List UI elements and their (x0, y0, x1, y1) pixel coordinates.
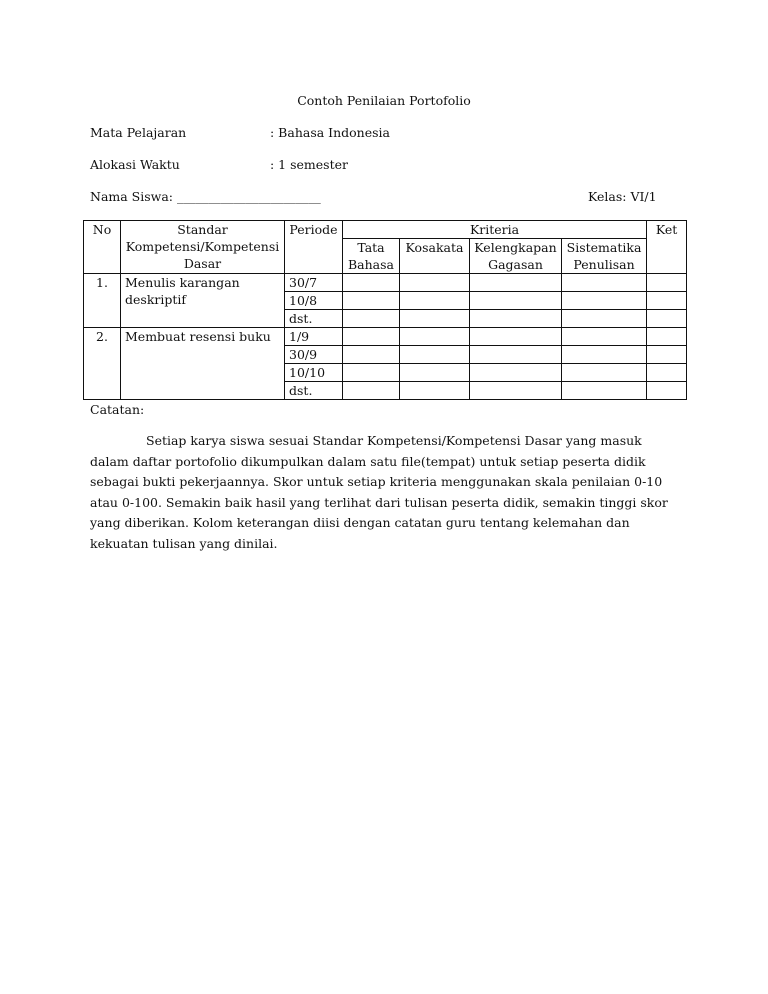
student-name-label: Nama Siswa: _______________________ (90, 189, 321, 204)
notes-cell[interactable] (647, 346, 687, 364)
row-period: 10/10 (285, 364, 343, 382)
row-number: 1. (84, 274, 121, 328)
header-completeness-line2: Gagasan (488, 257, 543, 272)
row-period: 30/9 (285, 346, 343, 364)
header-sk-line2: Kompetensi/Kompetensi (125, 239, 280, 254)
score-cell[interactable] (343, 364, 400, 382)
score-cell[interactable] (400, 292, 470, 310)
notes-cell[interactable] (647, 328, 687, 346)
header-sk-line1: Standar (177, 222, 228, 237)
notes-cell[interactable] (647, 274, 687, 292)
score-cell[interactable] (400, 274, 470, 292)
score-cell[interactable] (400, 346, 470, 364)
table-row (84, 274, 687, 292)
header-systematics-line1: Sistematika (566, 240, 642, 255)
score-cell[interactable] (470, 310, 562, 328)
row-period: dst. (285, 382, 343, 400)
header-completeness (470, 239, 562, 274)
score-cell[interactable] (343, 292, 400, 310)
paragraph-text: Setiap karya siswa sesuai Standar Kompetensi/Kompetensi Dasar yang masuk dalam daftar portofolio dikumpulkan dalam satu file(tempat) untuk setiap peserta didik sebagai bukti pekerjaannya. Skor untuk setiap kriteria menggunakan skala penilaian 0-10 atau 0-100. Semakin baik hasil yang terlihat dari tulisan peserta didik, semakin tinggi skor yang diberikan. Kolom keterangan diisi dengan catatan guru tentang kelemahan dan kekuatan tulisan yang dinilai. (90, 433, 668, 551)
header-systematics (562, 239, 647, 274)
score-cell[interactable] (400, 382, 470, 400)
header-grammar (343, 239, 400, 274)
row-period: 30/7 (285, 274, 343, 292)
header-row-1 (84, 221, 687, 239)
header-sk-line3: Dasar (183, 256, 222, 271)
row-competency (121, 328, 285, 400)
score-cell[interactable] (562, 274, 647, 292)
header-vocabulary: Kosakata (400, 239, 470, 274)
subject-value: : Bahasa Indonesia (270, 125, 390, 140)
score-cell[interactable] (400, 328, 470, 346)
notes-cell[interactable] (647, 382, 687, 400)
score-cell[interactable] (470, 328, 562, 346)
header-standard-competency (121, 221, 285, 274)
student-name-row (90, 188, 321, 206)
assessment-table (83, 220, 687, 400)
header-completeness-line1: Kelengkapan (474, 240, 557, 255)
header-no: No (84, 221, 121, 274)
score-cell[interactable] (562, 382, 647, 400)
row-competency (121, 274, 285, 328)
subject-row (90, 124, 390, 142)
row-competency-line2: deskriptif (125, 292, 187, 307)
score-cell[interactable] (343, 328, 400, 346)
table-row (84, 328, 687, 346)
row-period: dst. (285, 310, 343, 328)
score-cell[interactable] (470, 292, 562, 310)
row-competency-line1: Menulis karangan (125, 275, 240, 290)
time-allocation-row (90, 156, 348, 174)
time-allocation-value: : 1 semester (270, 157, 348, 172)
header-period: Periode (285, 221, 343, 274)
header-criteria: Kriteria (343, 221, 647, 239)
notes-cell[interactable] (647, 364, 687, 382)
time-allocation-label: Alokasi Waktu (90, 157, 180, 172)
score-cell[interactable] (562, 310, 647, 328)
score-cell[interactable] (562, 292, 647, 310)
score-cell[interactable] (343, 274, 400, 292)
notes-cell[interactable] (647, 292, 687, 310)
score-cell[interactable] (343, 310, 400, 328)
instructions-paragraph (90, 431, 670, 554)
notes-heading: Catatan: (90, 402, 145, 417)
score-cell[interactable] (400, 364, 470, 382)
subject-label: Mata Pelajaran (90, 125, 187, 140)
score-cell[interactable] (562, 364, 647, 382)
header-systematics-line2: Penulisan (573, 257, 635, 272)
score-cell[interactable] (470, 364, 562, 382)
row-period: 10/8 (285, 292, 343, 310)
score-cell[interactable] (470, 382, 562, 400)
score-cell[interactable] (400, 310, 470, 328)
score-cell[interactable] (343, 382, 400, 400)
score-cell[interactable] (470, 346, 562, 364)
row-period: 1/9 (285, 328, 343, 346)
class-label: Kelas: VI/1 (588, 189, 657, 204)
score-cell[interactable] (562, 328, 647, 346)
row-competency-line1: Membuat resensi buku (125, 329, 271, 344)
score-cell[interactable] (470, 274, 562, 292)
header-grammar-line2: Bahasa (347, 257, 394, 272)
header-notes: Ket (647, 221, 687, 274)
notes-cell[interactable] (647, 310, 687, 328)
score-cell[interactable] (343, 346, 400, 364)
score-cell[interactable] (562, 346, 647, 364)
header-grammar-line1: Tata (357, 240, 385, 255)
document-title: Contoh Penilaian Portofolio (297, 93, 471, 108)
row-number: 2. (84, 328, 121, 400)
